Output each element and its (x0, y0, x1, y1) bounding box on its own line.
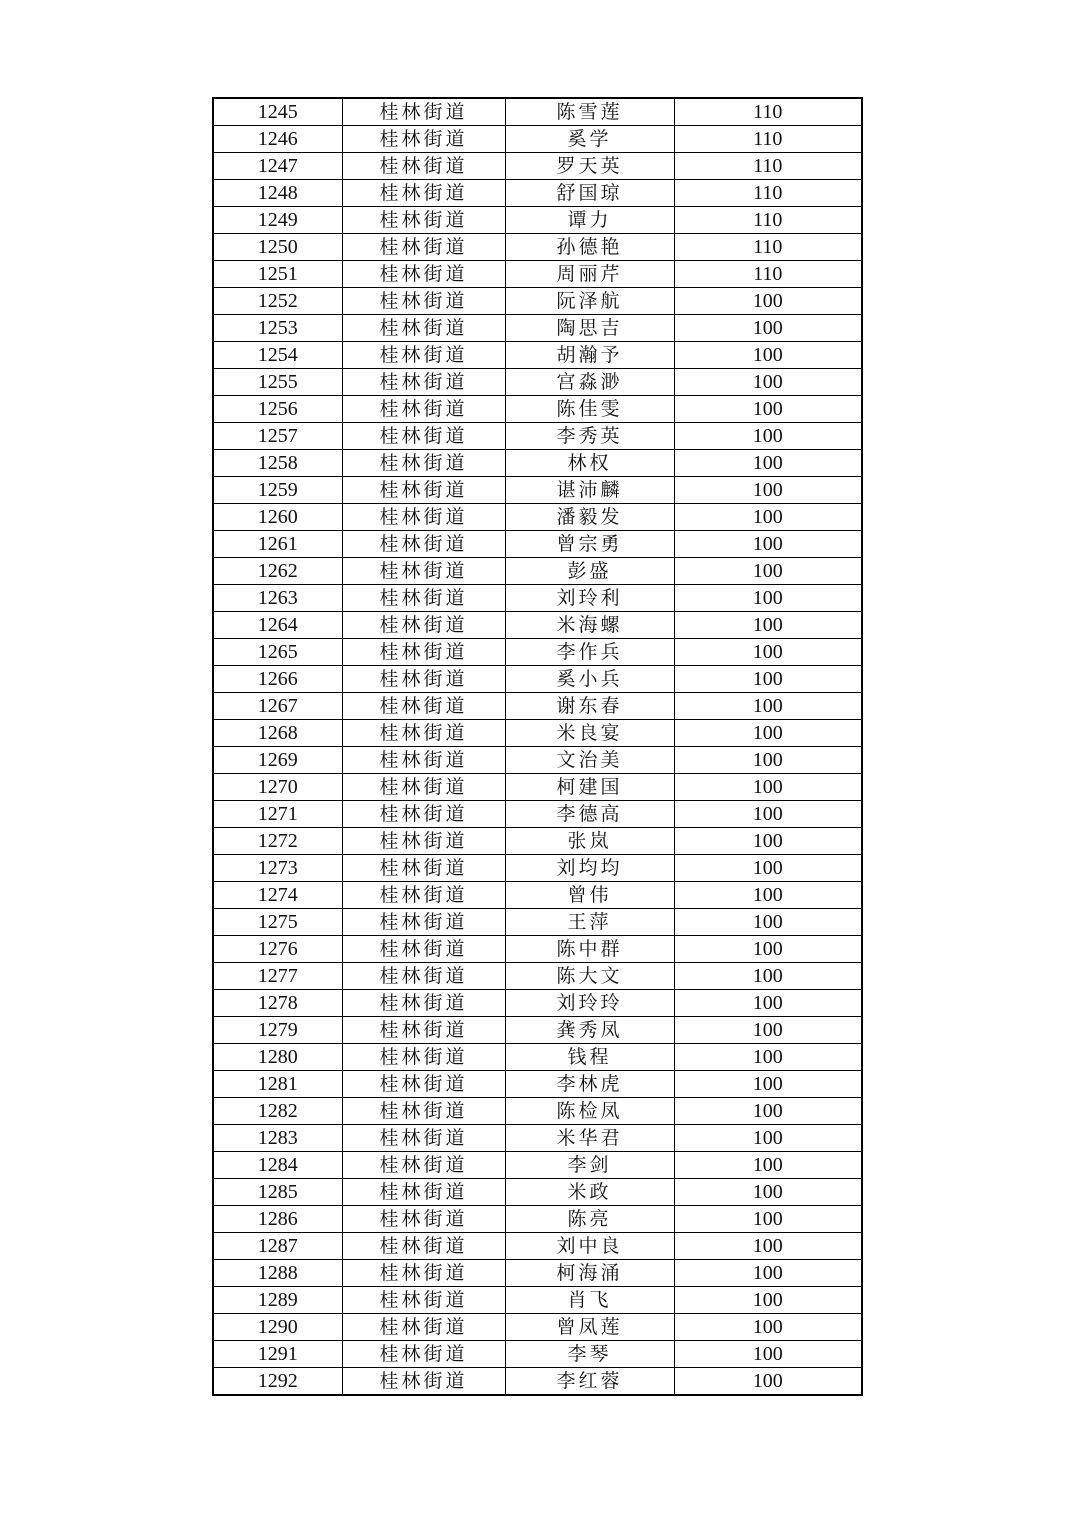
cell-street: 桂林街道 (342, 234, 505, 261)
cell-street: 桂林街道 (342, 369, 505, 396)
cell-number: 1274 (213, 882, 342, 909)
cell-score: 100 (674, 531, 862, 558)
cell-score: 100 (674, 1341, 862, 1368)
cell-name: 谌沛麟 (505, 477, 674, 504)
cell-street: 桂林街道 (342, 612, 505, 639)
cell-score: 100 (674, 612, 862, 639)
cell-number: 1272 (213, 828, 342, 855)
cell-number: 1258 (213, 450, 342, 477)
cell-name: 米海螺 (505, 612, 674, 639)
cell-name: 王萍 (505, 909, 674, 936)
cell-name: 陈亮 (505, 1206, 674, 1233)
cell-street: 桂林街道 (342, 963, 505, 990)
cell-score: 100 (674, 747, 862, 774)
cell-score: 100 (674, 855, 862, 882)
cell-number: 1254 (213, 342, 342, 369)
table-row (213, 126, 862, 153)
cell-street: 桂林街道 (342, 882, 505, 909)
cell-name: 张岚 (505, 828, 674, 855)
cell-street: 桂林街道 (342, 720, 505, 747)
cell-number: 1278 (213, 990, 342, 1017)
table-row (213, 234, 862, 261)
cell-number: 1261 (213, 531, 342, 558)
table-row (213, 909, 862, 936)
cell-name: 谢东春 (505, 693, 674, 720)
table-body (213, 98, 862, 1395)
cell-number: 1263 (213, 585, 342, 612)
cell-street: 桂林街道 (342, 1098, 505, 1125)
cell-number: 1283 (213, 1125, 342, 1152)
cell-name: 曾宗勇 (505, 531, 674, 558)
cell-number: 1269 (213, 747, 342, 774)
cell-number: 1259 (213, 477, 342, 504)
table-row (213, 207, 862, 234)
cell-number: 1249 (213, 207, 342, 234)
cell-score: 100 (674, 1179, 862, 1206)
table-row (213, 180, 862, 207)
cell-street: 桂林街道 (342, 666, 505, 693)
table-row (213, 261, 862, 288)
table-row (213, 801, 862, 828)
cell-street: 桂林街道 (342, 936, 505, 963)
cell-number: 1251 (213, 261, 342, 288)
cell-score: 100 (674, 639, 862, 666)
cell-name: 刘玲玲 (505, 990, 674, 1017)
cell-score: 100 (674, 963, 862, 990)
table-row (213, 342, 862, 369)
cell-score: 100 (674, 774, 862, 801)
cell-street: 桂林街道 (342, 990, 505, 1017)
cell-street: 桂林街道 (342, 1260, 505, 1287)
cell-name: 李剑 (505, 1152, 674, 1179)
cell-score: 110 (674, 126, 862, 153)
cell-score: 100 (674, 1152, 862, 1179)
cell-number: 1267 (213, 693, 342, 720)
cell-score: 100 (674, 936, 862, 963)
cell-score: 100 (674, 720, 862, 747)
table-row (213, 585, 862, 612)
cell-name: 陈中群 (505, 936, 674, 963)
cell-street: 桂林街道 (342, 396, 505, 423)
cell-street: 桂林街道 (342, 1287, 505, 1314)
cell-score: 100 (674, 990, 862, 1017)
cell-name: 刘中良 (505, 1233, 674, 1260)
cell-name: 潘毅发 (505, 504, 674, 531)
cell-score: 100 (674, 1233, 862, 1260)
table-row (213, 882, 862, 909)
cell-name: 刘均均 (505, 855, 674, 882)
cell-street: 桂林街道 (342, 153, 505, 180)
table-row (213, 1071, 862, 1098)
cell-number: 1275 (213, 909, 342, 936)
table-row (213, 936, 862, 963)
cell-score: 100 (674, 477, 862, 504)
cell-number: 1253 (213, 315, 342, 342)
cell-number: 1280 (213, 1044, 342, 1071)
cell-name: 龚秀凤 (505, 1017, 674, 1044)
cell-number: 1289 (213, 1287, 342, 1314)
cell-name: 李琴 (505, 1341, 674, 1368)
table-row (213, 1233, 862, 1260)
table-row (213, 1125, 862, 1152)
cell-street: 桂林街道 (342, 504, 505, 531)
cell-number: 1276 (213, 936, 342, 963)
table-row (213, 828, 862, 855)
cell-number: 1279 (213, 1017, 342, 1044)
cell-street: 桂林街道 (342, 747, 505, 774)
cell-street: 桂林街道 (342, 342, 505, 369)
cell-street: 桂林街道 (342, 126, 505, 153)
table-row (213, 558, 862, 585)
table-row (213, 450, 862, 477)
table-row (213, 315, 862, 342)
cell-street: 桂林街道 (342, 1071, 505, 1098)
table-row (213, 774, 862, 801)
cell-score: 100 (674, 693, 862, 720)
cell-name: 陶思吉 (505, 315, 674, 342)
cell-name: 柯海涌 (505, 1260, 674, 1287)
cell-name: 奚学 (505, 126, 674, 153)
table-row (213, 693, 862, 720)
cell-number: 1264 (213, 612, 342, 639)
cell-number: 1246 (213, 126, 342, 153)
table-row (213, 1260, 862, 1287)
cell-number: 1250 (213, 234, 342, 261)
cell-score: 100 (674, 1314, 862, 1341)
cell-number: 1248 (213, 180, 342, 207)
table-row (213, 1341, 862, 1368)
cell-street: 桂林街道 (342, 315, 505, 342)
cell-street: 桂林街道 (342, 558, 505, 585)
cell-street: 桂林街道 (342, 828, 505, 855)
cell-score: 100 (674, 1206, 862, 1233)
cell-number: 1255 (213, 369, 342, 396)
cell-number: 1282 (213, 1098, 342, 1125)
cell-name: 文治美 (505, 747, 674, 774)
cell-number: 1265 (213, 639, 342, 666)
cell-name: 肖飞 (505, 1287, 674, 1314)
cell-score: 100 (674, 1017, 862, 1044)
table-row (213, 1287, 862, 1314)
cell-score: 100 (674, 882, 862, 909)
table-row (213, 963, 862, 990)
cell-score: 100 (674, 1260, 862, 1287)
cell-score: 100 (674, 369, 862, 396)
cell-name: 宫淼渺 (505, 369, 674, 396)
table-row (213, 1044, 862, 1071)
cell-name: 李德高 (505, 801, 674, 828)
cell-name: 李秀英 (505, 423, 674, 450)
table-row (213, 639, 862, 666)
cell-number: 1284 (213, 1152, 342, 1179)
cell-name: 米华君 (505, 1125, 674, 1152)
cell-score: 100 (674, 801, 862, 828)
cell-number: 1291 (213, 1341, 342, 1368)
table-row (213, 369, 862, 396)
data-table (212, 97, 863, 1396)
cell-name: 李红蓉 (505, 1368, 674, 1396)
cell-name: 孙德艳 (505, 234, 674, 261)
cell-street: 桂林街道 (342, 450, 505, 477)
cell-name: 钱程 (505, 1044, 674, 1071)
cell-number: 1285 (213, 1179, 342, 1206)
cell-number: 1245 (213, 98, 342, 126)
cell-name: 罗天英 (505, 153, 674, 180)
cell-score: 100 (674, 504, 862, 531)
cell-name: 陈检凤 (505, 1098, 674, 1125)
cell-name: 李林虎 (505, 1071, 674, 1098)
cell-street: 桂林街道 (342, 693, 505, 720)
table-row (213, 612, 862, 639)
cell-name: 周丽芹 (505, 261, 674, 288)
cell-score: 100 (674, 342, 862, 369)
cell-score: 100 (674, 396, 862, 423)
cell-score: 100 (674, 1125, 862, 1152)
cell-street: 桂林街道 (342, 639, 505, 666)
cell-street: 桂林街道 (342, 1314, 505, 1341)
cell-street: 桂林街道 (342, 423, 505, 450)
cell-number: 1268 (213, 720, 342, 747)
cell-number: 1290 (213, 1314, 342, 1341)
cell-score: 100 (674, 585, 862, 612)
cell-score: 100 (674, 1044, 862, 1071)
cell-name: 舒国琼 (505, 180, 674, 207)
cell-street: 桂林街道 (342, 1152, 505, 1179)
cell-name: 米良宴 (505, 720, 674, 747)
cell-score: 100 (674, 558, 862, 585)
cell-name: 李作兵 (505, 639, 674, 666)
cell-street: 桂林街道 (342, 909, 505, 936)
table-row (213, 1098, 862, 1125)
cell-number: 1281 (213, 1071, 342, 1098)
cell-street: 桂林街道 (342, 855, 505, 882)
table-row (213, 666, 862, 693)
cell-name: 奚小兵 (505, 666, 674, 693)
cell-number: 1273 (213, 855, 342, 882)
table-row (213, 504, 862, 531)
cell-street: 桂林街道 (342, 774, 505, 801)
table-row (213, 477, 862, 504)
cell-number: 1262 (213, 558, 342, 585)
cell-name: 胡瀚予 (505, 342, 674, 369)
cell-score: 100 (674, 450, 862, 477)
cell-number: 1292 (213, 1368, 342, 1396)
cell-name: 陈大文 (505, 963, 674, 990)
cell-number: 1286 (213, 1206, 342, 1233)
table-row (213, 1368, 862, 1396)
cell-name: 陈佳雯 (505, 396, 674, 423)
cell-score: 100 (674, 1368, 862, 1396)
table-row (213, 288, 862, 315)
cell-street: 桂林街道 (342, 1017, 505, 1044)
table-row (213, 990, 862, 1017)
cell-score: 100 (674, 1071, 862, 1098)
cell-street: 桂林街道 (342, 585, 505, 612)
cell-number: 1288 (213, 1260, 342, 1287)
table-row (213, 1206, 862, 1233)
cell-street: 桂林街道 (342, 1125, 505, 1152)
cell-score: 100 (674, 423, 862, 450)
table-row (213, 531, 862, 558)
cell-number: 1260 (213, 504, 342, 531)
cell-number: 1270 (213, 774, 342, 801)
cell-street: 桂林街道 (342, 1179, 505, 1206)
cell-street: 桂林街道 (342, 1044, 505, 1071)
cell-score: 110 (674, 261, 862, 288)
cell-score: 110 (674, 207, 862, 234)
cell-score: 100 (674, 1287, 862, 1314)
table-row (213, 1179, 862, 1206)
cell-name: 曾凤莲 (505, 1314, 674, 1341)
cell-street: 桂林街道 (342, 207, 505, 234)
cell-score: 100 (674, 288, 862, 315)
cell-number: 1277 (213, 963, 342, 990)
table-row (213, 1152, 862, 1179)
table-row (213, 747, 862, 774)
cell-number: 1252 (213, 288, 342, 315)
table-row (213, 720, 862, 747)
cell-street: 桂林街道 (342, 477, 505, 504)
table-row (213, 153, 862, 180)
cell-score: 100 (674, 315, 862, 342)
cell-name: 陈雪莲 (505, 98, 674, 126)
cell-name: 刘玲利 (505, 585, 674, 612)
cell-street: 桂林街道 (342, 288, 505, 315)
cell-number: 1271 (213, 801, 342, 828)
cell-score: 110 (674, 234, 862, 261)
cell-street: 桂林街道 (342, 180, 505, 207)
table-row (213, 423, 862, 450)
cell-number: 1266 (213, 666, 342, 693)
cell-street: 桂林街道 (342, 801, 505, 828)
cell-name: 谭力 (505, 207, 674, 234)
cell-street: 桂林街道 (342, 531, 505, 558)
cell-name: 阮泽航 (505, 288, 674, 315)
cell-street: 桂林街道 (342, 1206, 505, 1233)
table-row (213, 1017, 862, 1044)
cell-number: 1256 (213, 396, 342, 423)
cell-score: 110 (674, 153, 862, 180)
cell-score: 100 (674, 909, 862, 936)
cell-name: 彭盛 (505, 558, 674, 585)
cell-name: 林权 (505, 450, 674, 477)
cell-street: 桂林街道 (342, 1341, 505, 1368)
cell-street: 桂林街道 (342, 1233, 505, 1260)
cell-street: 桂林街道 (342, 98, 505, 126)
cell-name: 米政 (505, 1179, 674, 1206)
cell-name: 曾伟 (505, 882, 674, 909)
cell-street: 桂林街道 (342, 1368, 505, 1396)
cell-score: 110 (674, 98, 862, 126)
cell-street: 桂林街道 (342, 261, 505, 288)
table-row (213, 98, 862, 126)
cell-number: 1247 (213, 153, 342, 180)
cell-score: 110 (674, 180, 862, 207)
cell-score: 100 (674, 1098, 862, 1125)
table-row (213, 855, 862, 882)
cell-name: 柯建国 (505, 774, 674, 801)
cell-number: 1257 (213, 423, 342, 450)
cell-number: 1287 (213, 1233, 342, 1260)
cell-score: 100 (674, 828, 862, 855)
table-row (213, 1314, 862, 1341)
cell-score: 100 (674, 666, 862, 693)
table-row (213, 396, 862, 423)
